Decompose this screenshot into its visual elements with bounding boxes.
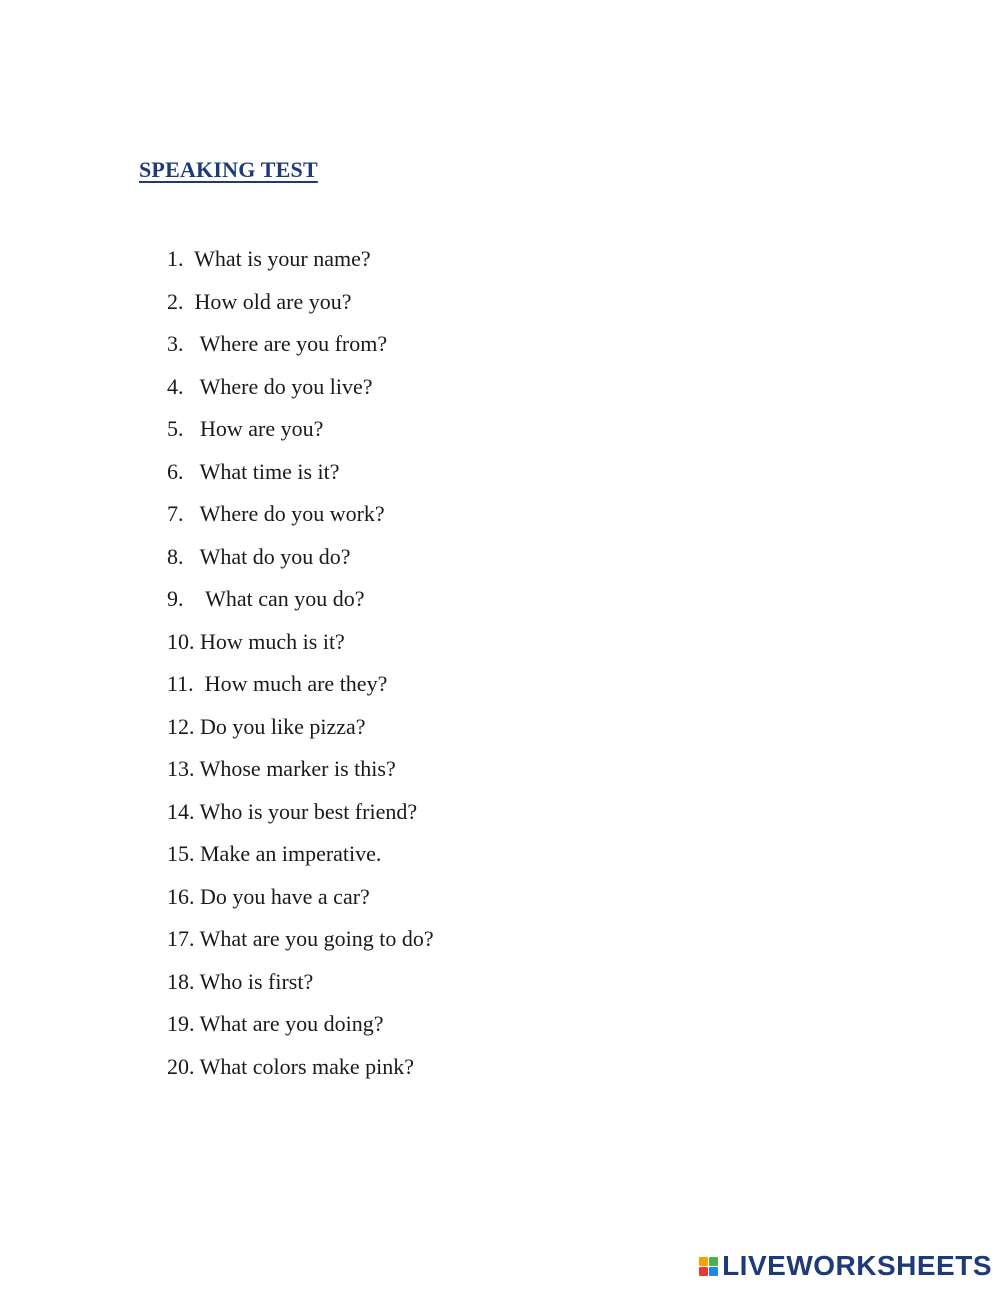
question-item: 18. Who is first? [167,968,314,994]
question-list [167,242,434,1092]
question-item: 5. How are you? [167,416,324,441]
question-item: 1. What is your name? [167,246,371,271]
question-item: 10. How much is it? [167,628,345,654]
question-item: 2. How old are you? [167,288,352,314]
question-item: 14. Who is your best friend? [167,798,418,824]
question-item: 9. What can you do? [167,586,365,611]
question-item: 8. What do you do? [167,543,351,569]
question-item: 20. What colors make pink? [167,1053,415,1079]
question-item: 3. Where are you from? [167,331,388,356]
question-item: 7. Where do you work? [167,501,385,526]
logo-square-orange [699,1257,708,1266]
question-item: 13. Whose marker is this? [167,756,396,781]
logo-square-blue [709,1267,718,1276]
liveworksheets-logo-icon [699,1257,718,1276]
question-item: 11. How much are they? [167,671,388,696]
question-item: 6. What time is it? [167,458,340,484]
question-item: 17. What are you going to do? [167,926,434,951]
brand-name: LIVEWORKSHEETS [722,1250,992,1281]
logo-square-green [709,1257,718,1266]
question-item: 15. Make an imperative. [167,841,382,866]
page-title: SPEAKING TEST [139,157,318,182]
question-item: 12. Do you like pizza? [167,713,366,739]
question-item: 19. What are you doing? [167,1011,384,1036]
logo-square-red [699,1267,708,1276]
liveworksheets-brand [699,1251,992,1281]
question-item: 16. Do you have a car? [167,883,370,909]
question-item: 4. Where do you live? [167,373,373,399]
